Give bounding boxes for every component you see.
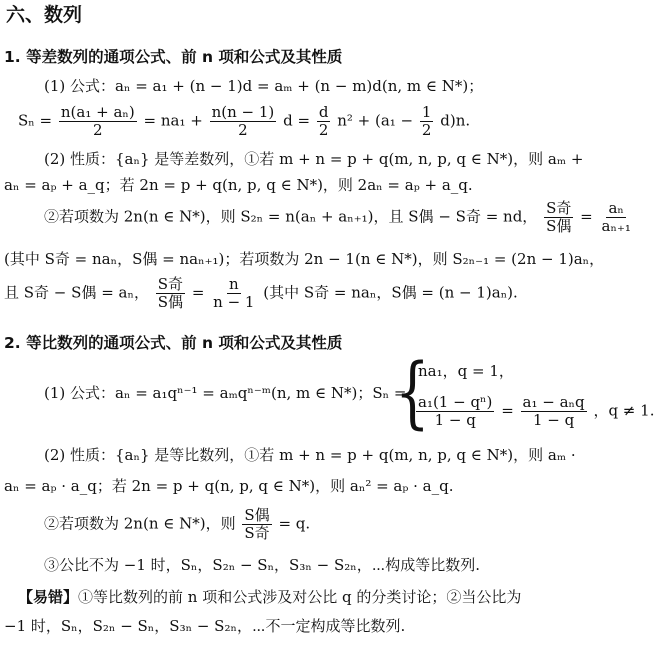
sum-mid3: n² + (a₁ − <box>337 111 414 130</box>
fraction <box>544 200 573 235</box>
fraction <box>317 104 331 139</box>
sum-end: d)n. <box>440 111 471 130</box>
geo-case-1: na₁，q = 1， <box>418 362 514 380</box>
error-tag: 【易错】 <box>18 588 79 606</box>
arith-property-line: (2) 性质：{aₙ} 是等差数列，①若 m + n = p + q(m, n, p, q ∈ N*)，则 aₘ + <box>44 150 584 168</box>
arith-odd-terms-line: (其中 S奇 = naₙ，S偶 = naₙ₊₁)；若项数为 2n − 1(n ∈ N*)，则 S₂ₙ₋₁ = (2n − 1)aₙ， <box>4 250 605 268</box>
fraction-denominator: 1 − q <box>434 411 476 429</box>
fraction-numerator: n <box>228 275 239 293</box>
error-text-1: ①等比数列的前 n 项和公式涉及对公比 q 的分类讨论；②当公比为 <box>78 588 522 606</box>
fraction-numerator: n(n − 1) <box>211 103 275 121</box>
odd-diff-post: (其中 S奇 = naₙ，S偶 = (n − 1)aₙ). <box>263 283 518 302</box>
geo-formula-line: (1) 公式：aₙ = a₁qⁿ⁻¹ = aₘqⁿ⁻ᵐ(n, m ∈ N*)；Sₙ = <box>44 384 407 402</box>
fraction-numerator: S奇 <box>157 275 184 293</box>
piecewise-brace: { <box>395 348 430 438</box>
fraction <box>416 394 494 429</box>
geo-property-line: (2) 性质：{aₙ} 是等比数列，①若 m + n = p + q(m, n, p, q ∈ N*)，则 aₘ · <box>44 446 576 464</box>
fraction-denominator: S偶 <box>157 293 184 311</box>
fraction-denominator: S奇 <box>244 524 270 542</box>
section-title: 六、数列 <box>6 4 83 26</box>
fraction-denominator: 1 − q <box>532 411 575 429</box>
fraction-numerator: S偶 <box>244 506 270 524</box>
fraction <box>600 200 633 235</box>
fraction-numerator: S奇 <box>546 199 572 217</box>
heading-geometric: 2. 等比数列的通项公式、前 n 项和公式及其性质 <box>4 334 343 352</box>
fraction-denominator: S偶 <box>546 217 572 235</box>
sum-lhs: Sₙ = <box>18 111 53 130</box>
even-terms-text: ②若项数为 2n(n ∈ N*)，则 S₂ₙ = n(aₙ + aₙ₊₁)，且 S偶 − S奇 = nd， <box>44 207 538 226</box>
fraction <box>242 507 271 542</box>
sum-mid2: d = <box>283 111 311 130</box>
fraction-denominator: 2 <box>238 121 248 139</box>
equals: = <box>580 207 593 226</box>
fraction-denominator: 2 <box>318 121 329 139</box>
geo-even-text: ②若项数为 2n(n ∈ N*)，则 <box>44 514 236 533</box>
fraction <box>59 104 137 139</box>
error-note-line-2: −1 时，Sₙ，S₂ₙ − Sₙ，S₃ₙ − S₂ₙ，⋯不一定构成等比数列. <box>4 617 406 635</box>
odd-diff-text: 且 S奇 − S偶 = aₙ， <box>4 283 149 302</box>
geo-case-2 <box>414 394 654 429</box>
geo-even-post: = q. <box>278 514 311 533</box>
heading-arithmetic: 1. 等差数列的通项公式、前 n 项和公式及其性质 <box>4 48 343 66</box>
fraction <box>211 276 256 311</box>
equals: = <box>191 283 205 302</box>
fraction-numerator: a₁(1 − qⁿ) <box>418 393 493 411</box>
fraction-numerator: d <box>318 103 329 121</box>
arith-odd-diff-line <box>4 276 518 311</box>
condition: ，q ≠ 1. <box>593 401 654 420</box>
fraction-numerator: 1 <box>421 103 432 121</box>
fraction-denominator: n − 1 <box>213 293 255 311</box>
fraction-numerator: a₁ − aₙq <box>522 393 585 411</box>
arith-even-terms-line <box>44 200 635 235</box>
fraction-numerator: aₙ <box>608 199 624 217</box>
fraction <box>156 276 185 311</box>
fraction-denominator: aₙ₊₁ <box>601 217 631 235</box>
sum-mid: = na₁ + <box>143 111 203 130</box>
error-note-line-1 <box>18 588 521 606</box>
fraction <box>521 394 587 429</box>
arith-property-line-2: aₙ = aₚ + a_q；若 2n = p + q(n, p, q ∈ N*)，则 2aₙ = aₚ + a_q. <box>4 176 473 194</box>
fraction-denominator: 2 <box>421 121 432 139</box>
arith-formula-line: (1) 公式：aₙ = a₁ + (n − 1)d = aₘ + (n − m)d(n, m ∈ N*)； <box>44 77 484 95</box>
arith-sum-formula <box>18 104 470 139</box>
fraction-numerator: n(a₁ + aₙ) <box>60 103 135 121</box>
geo-property-line-2: aₙ = aₚ · a_q；若 2n = p + q(n, p, q ∈ N*)，则 aₙ² = aₚ · a_q. <box>4 477 454 495</box>
geo-ratio-line: ③公比不为 −1 时，Sₙ，S₂ₙ − Sₙ，S₃ₙ − S₂ₙ，⋯构成等比数列. <box>44 556 480 574</box>
equals: = <box>501 401 514 420</box>
fraction-denominator: 2 <box>93 121 103 139</box>
fraction <box>420 104 434 139</box>
geo-even-terms-line <box>44 507 310 542</box>
fraction <box>210 104 277 139</box>
